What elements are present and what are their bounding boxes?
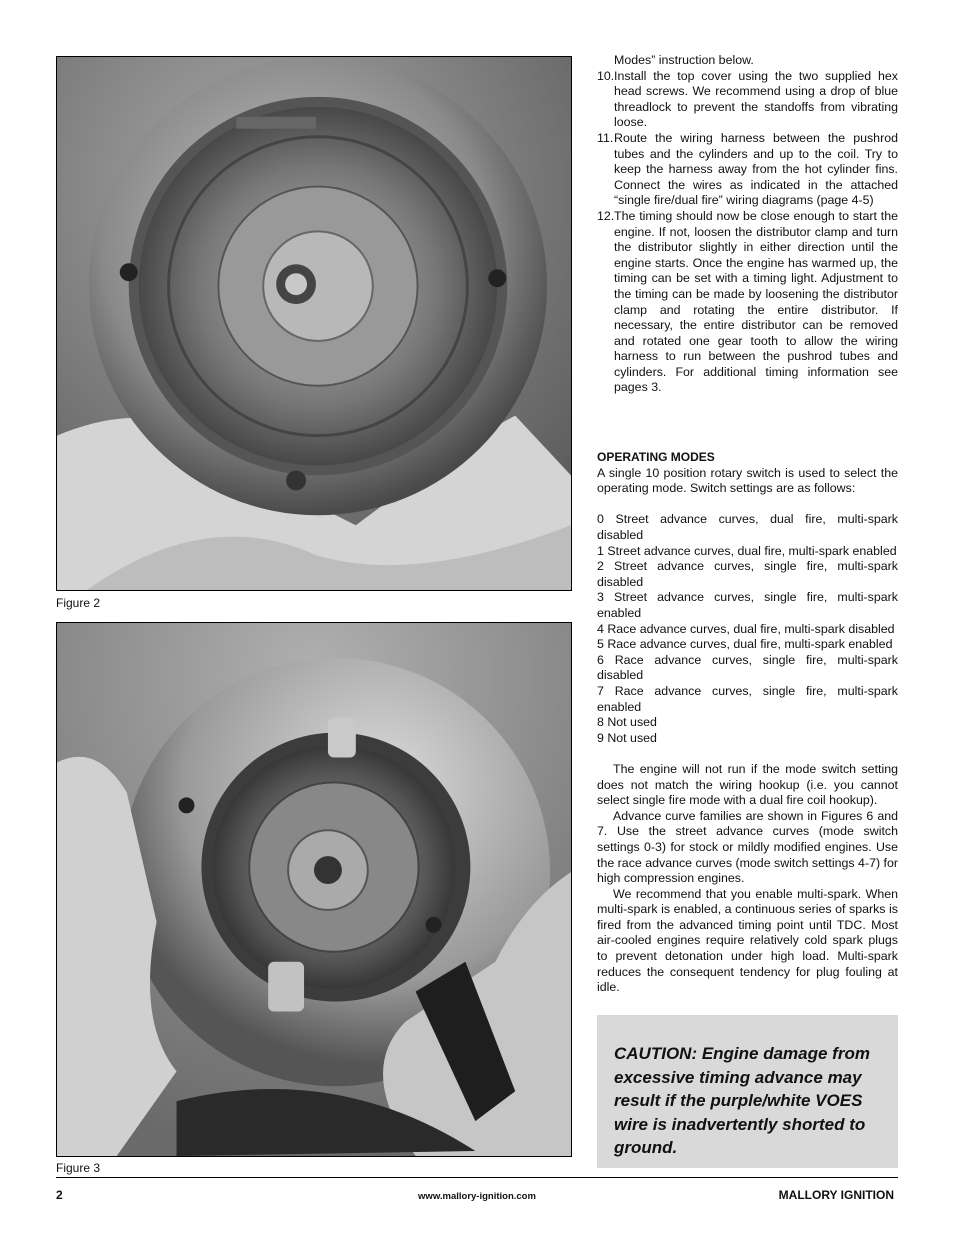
footer-brand: MALLORY IGNITION	[778, 1188, 894, 1202]
list-item	[597, 131, 898, 209]
mode-setting: 6 Race advance curves, single fire, multi-spark disabled	[597, 652, 898, 683]
mode-setting: 0 Street advance curves, dual fire, multi-spark disabled	[597, 512, 898, 543]
item-number: 12.	[597, 208, 615, 223]
item-text: The timing should now be close enough to start the engine. If not, loosen the distributor clamp and turn the distributor slightly in either direction until the engine starts. Once the engine has warmed up, the timing can be set with a timing light. Adjustment to the timing can be made by loosening the distributor clamp and rotating the entire distributor. If necessary, the entire distributor can be removed and rotated one gear tooth to allow the wiring harness to run between the pushrod tubes and cylinders. For additional timing information see pages 3.	[614, 208, 898, 395]
figure-3-caption: Figure 3	[56, 1161, 101, 1175]
intro-text: A single 10 position rotary switch is used to select the operating mode. Switch settings are as follows:	[597, 465, 898, 496]
mode-setting: 1 Street advance curves, dual fire, multi-spark enabled	[597, 543, 897, 558]
footer-url: www.mallory-ignition.com	[418, 1191, 536, 1202]
figure-2-photo	[56, 56, 572, 591]
list-item	[597, 69, 898, 131]
figure-3-photo	[56, 622, 572, 1157]
list-item	[597, 209, 898, 396]
mode-setting: 2 Street advance curves, single fire, multi-spark disabled	[597, 559, 898, 589]
page-number: 2	[56, 1188, 63, 1202]
instructions-column	[597, 53, 898, 996]
section-heading: OPERATING MODES	[597, 450, 715, 465]
mode-setting: 8 Not used	[597, 715, 657, 730]
mode-setting: 9 Not used	[597, 730, 657, 745]
item-number: 11.	[597, 130, 614, 145]
item-number: 10.	[597, 68, 615, 83]
mode-setting: 3 Street advance curves, single fire, multi-spark enabled	[597, 590, 898, 620]
footer-rule	[56, 1177, 898, 1178]
caution-text: CAUTION: Engine damage from excessive timing advance may result if the purple/white VOES wire is inadvertently shorted to ground.	[614, 1044, 870, 1157]
lead-in-text: Modes” instruction below.	[614, 53, 754, 67]
mode-setting: 5 Race advance curves, dual fire, multi-spark enabled	[597, 637, 893, 652]
body-paragraph: We recommend that you enable multi-spark. When multi-spark is enabled, a continuous series of sparks is fired from the advanced timing point until TDC. Most air-cooled engines require relatively cold spark plugs to prevent detonation under high load. Multi-spark reduces the consequent tendency for plug fouling at idle.	[597, 886, 898, 995]
body-paragraph: The engine will not run if the mode switch setting does not match the wiring hookup (i.e. you cannot select single fire mode with a dual fire coil hookup).	[597, 761, 898, 808]
item-text: Install the top cover using the two supplied hex head screws. We recommend using a drop of blue threadlock to prevent the standoffs from vibrating loose.	[614, 68, 898, 130]
mode-setting: 4 Race advance curves, dual fire, multi-spark disabled	[597, 621, 895, 636]
item-text: Route the wiring harness between the pushrod tubes and the cylinders and up to the coil. Try to keep the harness away from the hot cylinder fins. Connect the wires as indicated in the attached “single fire/dual fire” wiring diagrams (page 4-5)	[614, 130, 898, 208]
caution-box	[597, 1015, 898, 1168]
figure-2-caption: Figure 2	[56, 596, 101, 610]
body-paragraph: Advance curve families are shown in Figures 6 and 7. Use the street advance curves (mode switch settings 0-3) for stock or mildly modified engines. Use the race advance curves (mode switch settings 4-7) for high compression engines.	[597, 808, 898, 886]
mode-setting: 7 Race advance curves, single fire, multi-spark enabled	[597, 683, 898, 714]
